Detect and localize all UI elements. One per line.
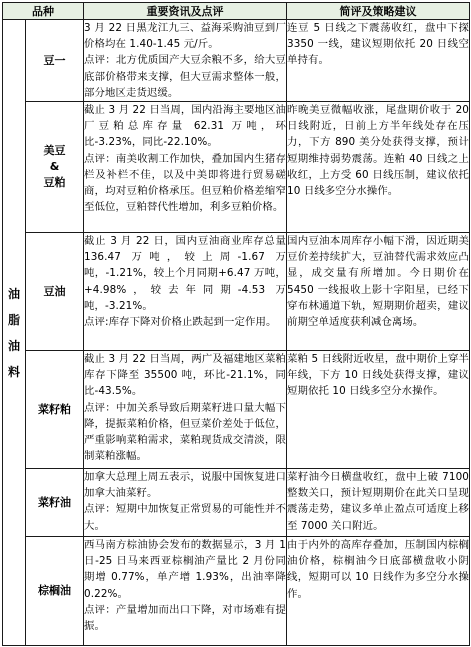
strategy-cell [287, 233, 470, 351]
news-cell [84, 233, 287, 351]
news-comment: 点评：中加关系导致后期菜籽进口量大幅下降，提振菜粕价格，但豆菜价差处于低位，严重影响菜粕需求，菜粕现货成交清淡，限制菜粕涨幅。 [84, 401, 286, 463]
strategy-text: 由于内外的高库存叠加，压制国内棕榈油价格，棕榈油今日底部横盘收小阴线，短期可以 10 日线作为多空分水操作。 [287, 539, 469, 600]
product-name [26, 233, 84, 351]
header-strategy: 简评及策略建议 [287, 3, 470, 20]
product-label: 棕榈油 [38, 584, 71, 598]
strategy-text: 国内豆油本周库存小幅下滑，因近期美豆价差持续扩大，豆油替代需求效应凸显，成交量有所增加。今日期价在 5450 一线报收上影十字阳星，已经下穿布林通道下轨，短期期价超卖，建议前期空单适度获利减仓离场。 [287, 235, 469, 329]
news-text: 截止 3 月 22 日当周，国内沿海主要地区油厂豆粕总库存量 62.31 万吨，环比-3.23%，同比-22.10%。 [84, 104, 286, 149]
strategy-text: 连豆 5 日线之下震荡收红，盘中下探 3350 一线，建议短期依托 20 日线空单持有。 [287, 22, 469, 67]
category-char: 料 [7, 364, 20, 379]
news-text: 加拿大总理上周五表示，说服中国恢复进口加拿大油菜籽。 [84, 471, 286, 500]
product-label: 美豆 [43, 144, 66, 158]
category-char: 油 [7, 286, 20, 301]
table-row [3, 469, 470, 537]
strategy-table [2, 2, 470, 646]
category-cell [3, 20, 26, 646]
table-row [3, 537, 470, 646]
news-cell [84, 20, 287, 102]
product-label: 豆一 [43, 53, 66, 67]
table-row [3, 20, 470, 102]
news-comment: 点评：北方优质国产大豆余粮不多，给大豆底部价格带来支撑，但大豆需求整体一般，部分地区走货迟缓。 [84, 54, 286, 99]
category-char: 油 [7, 338, 20, 353]
news-text: 截止 3 月 22 日当周，两广及福建地区菜粕库存下降至 35500 吨，环比-21.1%，同比-43.5%。 [84, 353, 286, 398]
product-name [26, 537, 84, 646]
product-name [26, 102, 84, 233]
strategy-cell [287, 20, 470, 102]
strategy-cell [287, 351, 470, 469]
table-row [3, 233, 470, 351]
news-text: 3 月 22 日黑龙江九三、益海采购油豆到厂价格均在 1.40-1.45 元/斤。 [84, 22, 286, 51]
strategy-text: 昨晚美豆微幅收涨，尾盘期价收于 20 日线附近，日前上方半年线处存在压力，下方 890 美分处获得支撑，预计短期维持弱势震荡。连粕 40 日线之上收红，上方受 60 日线压制，建议依托 10 日线多空分水操作。 [287, 104, 469, 198]
header-row [3, 3, 470, 20]
header-variety: 品种 [3, 3, 84, 20]
news-comment: 点评：短期中加恢复正常贸易的可能性并不大。 [84, 503, 286, 532]
product-label: 菜籽粕 [38, 402, 71, 416]
product-label: 豆粕 [43, 176, 66, 190]
strategy-cell [287, 469, 470, 537]
news-text: 截止 3 月 22 日，国内豆油商业库存总量 136.47 万吨，较上周-1.67 万吨，-1.21%，较上个月同期+6.47 万吨，+4.98%，较去年同期-4.53 万吨，-3.21%。 [84, 235, 286, 312]
product-label: 菜籽油 [38, 495, 71, 509]
strategy-text: 菜粕 5 日线附近收星，盘中期价上穿半年线，下方 10 日线处获得支撑，建议短期依托 10 日线多空分水操作。 [287, 353, 469, 398]
news-comment: 点评：产量增加而出口下降，对市场难有提振。 [84, 603, 286, 633]
product-label: 豆油 [43, 284, 66, 298]
news-cell [84, 537, 287, 646]
news-comment: 点评：南美收割工作加快，叠加国内生猪存栏及补栏不佳，以及中美即将进行贸易磋商，均对豆粕价格承压。但豆粕价格差缩窄至低位，豆粕替代性增加，利多豆粕价格。 [84, 152, 286, 214]
product-label: & [49, 160, 60, 174]
product-name [26, 351, 84, 469]
news-cell [84, 102, 287, 233]
news-comment: 点评:库存下降对价格止跌起到一定作用。 [84, 316, 277, 329]
table-row [3, 102, 470, 233]
news-cell [84, 469, 287, 537]
product-name [26, 469, 84, 537]
table-row [3, 351, 470, 469]
news-cell [84, 351, 287, 469]
strategy-cell [287, 537, 470, 646]
news-text: 西马南方棕油协会发布的数据显示，3 月 1 日-25 日马来西亚棕榈油产量比 2 月份同期增 0.77%，单产增 1.93%，出油率降 0.22%。 [84, 539, 286, 600]
product-name [26, 20, 84, 102]
strategy-text: 菜籽油今日横盘收红，盘中上破 7100 整数关口，预计短期期价在此关口呈现震荡走势，建议多单止盈点可适度上移至 7000 关口附近。 [287, 471, 469, 532]
strategy-cell [287, 102, 470, 233]
category-char: 脂 [7, 312, 20, 327]
header-news: 重要资讯及点评 [84, 3, 287, 20]
